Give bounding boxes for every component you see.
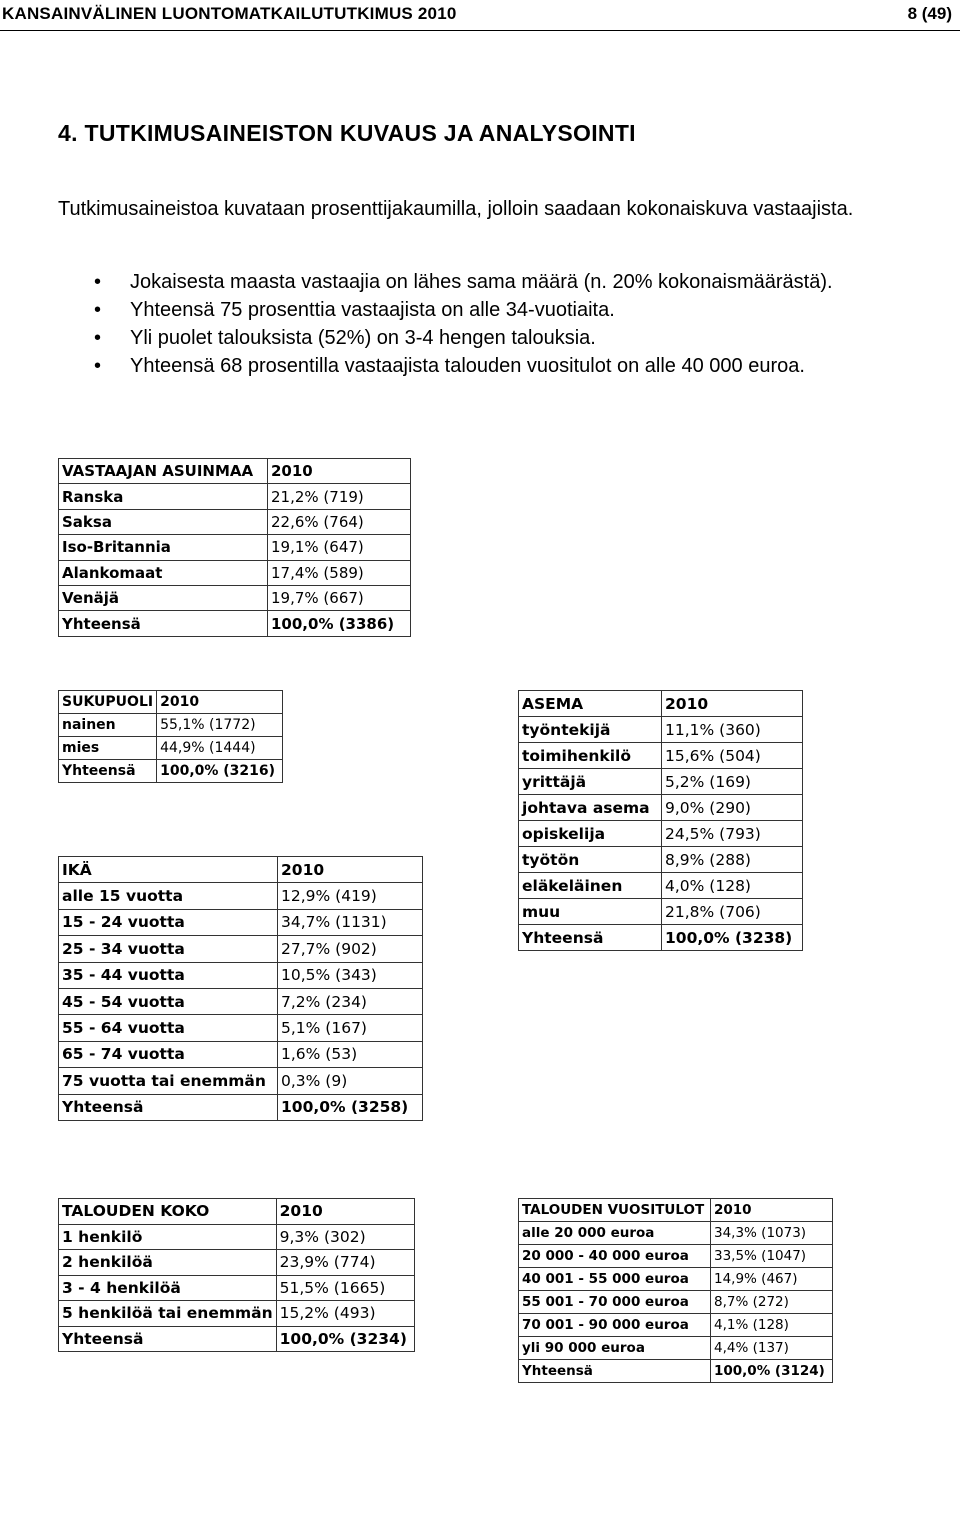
row-label: Yhteensä bbox=[59, 1326, 277, 1352]
row-value: 2010 bbox=[276, 1199, 414, 1225]
table-header-row bbox=[519, 1199, 833, 1222]
row-value: 100,0% (3234) bbox=[276, 1326, 414, 1352]
income-table bbox=[518, 1198, 833, 1383]
section-title: 4. TUTKIMUSAINEISTON KUVAUS JA ANALYSOINTI bbox=[58, 120, 636, 146]
row-label: muu bbox=[519, 899, 662, 925]
row-label: 70 001 - 90 000 euroa bbox=[519, 1314, 711, 1337]
row-value: 0,3% (9) bbox=[278, 1068, 423, 1094]
table-row bbox=[59, 1015, 423, 1041]
row-label: Yhteensä bbox=[519, 925, 662, 951]
row-value: 5,1% (167) bbox=[278, 1015, 423, 1041]
intro-paragraph: Tutkimusaineistoa kuvataan prosenttijakaumilla, jolloin saadaan kokonaiskuva vastaajista. bbox=[58, 198, 854, 220]
row-value: 4,1% (128) bbox=[711, 1314, 833, 1337]
table-row bbox=[59, 1224, 415, 1250]
summary-list bbox=[58, 268, 880, 380]
row-label: ASEMA bbox=[519, 691, 662, 717]
page-header bbox=[0, 0, 960, 32]
table-header-row bbox=[59, 1199, 415, 1225]
table-row bbox=[59, 714, 283, 737]
table-row bbox=[519, 1291, 833, 1314]
row-label: mies bbox=[59, 737, 157, 760]
row-label: 1 henkilö bbox=[59, 1224, 277, 1250]
row-value: 2010 bbox=[662, 691, 803, 717]
table-row bbox=[59, 484, 411, 509]
row-label: SUKUPUOLI bbox=[59, 691, 157, 714]
header-divider bbox=[0, 30, 960, 31]
row-label: työtön bbox=[519, 847, 662, 873]
row-label: johtava asema bbox=[519, 795, 662, 821]
country-table bbox=[58, 458, 411, 637]
row-label: Ranska bbox=[59, 484, 268, 509]
row-value: 2010 bbox=[711, 1199, 833, 1222]
row-value: 2010 bbox=[157, 691, 283, 714]
table-total-row bbox=[59, 760, 283, 783]
row-value: 4,4% (137) bbox=[711, 1337, 833, 1360]
table-row bbox=[59, 1041, 423, 1067]
row-label: Saksa bbox=[59, 509, 268, 534]
table-header-row bbox=[59, 691, 283, 714]
table-row bbox=[59, 883, 423, 909]
table-row bbox=[59, 1068, 423, 1094]
row-label: Yhteensä bbox=[519, 1360, 711, 1383]
row-value: 34,3% (1073) bbox=[711, 1222, 833, 1245]
row-label: alle 20 000 euroa bbox=[519, 1222, 711, 1245]
row-value: 1,6% (53) bbox=[278, 1041, 423, 1067]
row-label: toimihenkilö bbox=[519, 743, 662, 769]
row-label: 40 001 - 55 000 euroa bbox=[519, 1268, 711, 1291]
table-total-row bbox=[59, 611, 411, 636]
row-value: 14,9% (467) bbox=[711, 1268, 833, 1291]
row-label: 3 - 4 henkilöä bbox=[59, 1275, 277, 1301]
table-total-row bbox=[59, 1094, 423, 1120]
row-value: 33,5% (1047) bbox=[711, 1245, 833, 1268]
row-value: 44,9% (1444) bbox=[157, 737, 283, 760]
row-value: 100,0% (3216) bbox=[157, 760, 283, 783]
row-label: TALOUDEN KOKO bbox=[59, 1199, 277, 1225]
table-row bbox=[59, 936, 423, 962]
row-label: Yhteensä bbox=[59, 1094, 278, 1120]
row-value: 2010 bbox=[268, 459, 411, 484]
table-header-row bbox=[59, 459, 411, 484]
row-label: 25 - 34 vuotta bbox=[59, 936, 278, 962]
document-title: KANSAINVÄLINEN LUONTOMATKAILUTUTKIMUS 2010 bbox=[2, 4, 457, 23]
row-label: opiskelija bbox=[519, 821, 662, 847]
row-label: 55 001 - 70 000 euroa bbox=[519, 1291, 711, 1314]
row-label: 2 henkilöä bbox=[59, 1250, 277, 1276]
row-value: 24,5% (793) bbox=[662, 821, 803, 847]
row-value: 9,0% (290) bbox=[662, 795, 803, 821]
row-label: 75 vuotta tai enemmän bbox=[59, 1068, 278, 1094]
table-row bbox=[519, 795, 803, 821]
row-label: yrittäjä bbox=[519, 769, 662, 795]
table-row bbox=[519, 1337, 833, 1360]
row-value: 17,4% (589) bbox=[268, 560, 411, 585]
row-value: 7,2% (234) bbox=[278, 988, 423, 1014]
summary-bullet: • Yhteensä 68 prosentilla vastaajista talouden vuositulot on alle 40 000 euroa. bbox=[58, 352, 880, 380]
page-number: 8 (49) bbox=[907, 4, 952, 23]
table-row bbox=[519, 899, 803, 925]
row-value: 100,0% (3238) bbox=[662, 925, 803, 951]
row-label: 55 - 64 vuotta bbox=[59, 1015, 278, 1041]
row-value: 55,1% (1772) bbox=[157, 714, 283, 737]
row-value: 8,9% (288) bbox=[662, 847, 803, 873]
table-row bbox=[59, 737, 283, 760]
row-value: 2010 bbox=[278, 857, 423, 883]
summary-bullet: • Yli puolet talouksista (52%) on 3-4 hengen talouksia. bbox=[58, 324, 880, 352]
summary-bullet: • Yhteensä 75 prosenttia vastaajista on alle 34-vuotiaita. bbox=[58, 296, 880, 324]
row-label: 20 000 - 40 000 euroa bbox=[519, 1245, 711, 1268]
row-label: alle 15 vuotta bbox=[59, 883, 278, 909]
table-row bbox=[59, 1250, 415, 1276]
row-value: 5,2% (169) bbox=[662, 769, 803, 795]
table-row bbox=[519, 873, 803, 899]
row-label: yli 90 000 euroa bbox=[519, 1337, 711, 1360]
table-row bbox=[519, 847, 803, 873]
row-value: 22,6% (764) bbox=[268, 509, 411, 534]
row-label: eläkeläinen bbox=[519, 873, 662, 899]
row-label: 5 henkilöä tai enemmän bbox=[59, 1301, 277, 1327]
row-value: 11,1% (360) bbox=[662, 717, 803, 743]
row-value: 100,0% (3386) bbox=[268, 611, 411, 636]
row-value: 23,9% (774) bbox=[276, 1250, 414, 1276]
row-label: Yhteensä bbox=[59, 760, 157, 783]
row-label: Venäjä bbox=[59, 585, 268, 610]
row-label: 45 - 54 vuotta bbox=[59, 988, 278, 1014]
row-value: 27,7% (902) bbox=[278, 936, 423, 962]
row-label: 35 - 44 vuotta bbox=[59, 962, 278, 988]
household-size-table bbox=[58, 1198, 415, 1352]
table-row bbox=[59, 962, 423, 988]
table-header-row bbox=[59, 857, 423, 883]
row-value: 19,1% (647) bbox=[268, 535, 411, 560]
table-row bbox=[519, 769, 803, 795]
row-value: 4,0% (128) bbox=[662, 873, 803, 899]
row-value: 12,9% (419) bbox=[278, 883, 423, 909]
row-label: 65 - 74 vuotta bbox=[59, 1041, 278, 1067]
table-row bbox=[59, 988, 423, 1014]
row-value: 15,6% (504) bbox=[662, 743, 803, 769]
table-row bbox=[59, 509, 411, 534]
row-value: 21,2% (719) bbox=[268, 484, 411, 509]
gender-table bbox=[58, 690, 283, 783]
table-total-row bbox=[519, 925, 803, 951]
row-value: 10,5% (343) bbox=[278, 962, 423, 988]
table-row bbox=[519, 717, 803, 743]
table-row bbox=[519, 1268, 833, 1291]
table-row bbox=[59, 535, 411, 560]
row-value: 19,7% (667) bbox=[268, 585, 411, 610]
row-label: 15 - 24 vuotta bbox=[59, 909, 278, 935]
row-value: 100,0% (3124) bbox=[711, 1360, 833, 1383]
row-value: 15,2% (493) bbox=[276, 1301, 414, 1327]
row-label: Iso-Britannia bbox=[59, 535, 268, 560]
row-value: 100,0% (3258) bbox=[278, 1094, 423, 1120]
row-value: 34,7% (1131) bbox=[278, 909, 423, 935]
row-value: 21,8% (706) bbox=[662, 899, 803, 925]
table-row bbox=[59, 585, 411, 610]
row-value: 51,5% (1665) bbox=[276, 1275, 414, 1301]
age-table bbox=[58, 856, 423, 1121]
position-table bbox=[518, 690, 803, 951]
row-label: VASTAAJAN ASUINMAA bbox=[59, 459, 268, 484]
table-row bbox=[519, 1222, 833, 1245]
table-row bbox=[59, 1275, 415, 1301]
table-row bbox=[59, 1301, 415, 1327]
row-label: IKÄ bbox=[59, 857, 278, 883]
table-row bbox=[519, 1245, 833, 1268]
table-total-row bbox=[519, 1360, 833, 1383]
table-row bbox=[59, 560, 411, 585]
row-label: työntekijä bbox=[519, 717, 662, 743]
table-total-row bbox=[59, 1326, 415, 1352]
table-row bbox=[519, 1314, 833, 1337]
table-row bbox=[59, 909, 423, 935]
row-value: 8,7% (272) bbox=[711, 1291, 833, 1314]
row-value: 9,3% (302) bbox=[276, 1224, 414, 1250]
table-header-row bbox=[519, 691, 803, 717]
row-label: Yhteensä bbox=[59, 611, 268, 636]
row-label: nainen bbox=[59, 714, 157, 737]
row-label: Alankomaat bbox=[59, 560, 268, 585]
table-row bbox=[519, 821, 803, 847]
row-label: TALOUDEN VUOSITULOT bbox=[519, 1199, 711, 1222]
table-row bbox=[519, 743, 803, 769]
summary-bullet: • Jokaisesta maasta vastaajia on lähes sama määrä (n. 20% kokonaismäärästä). bbox=[58, 268, 880, 296]
